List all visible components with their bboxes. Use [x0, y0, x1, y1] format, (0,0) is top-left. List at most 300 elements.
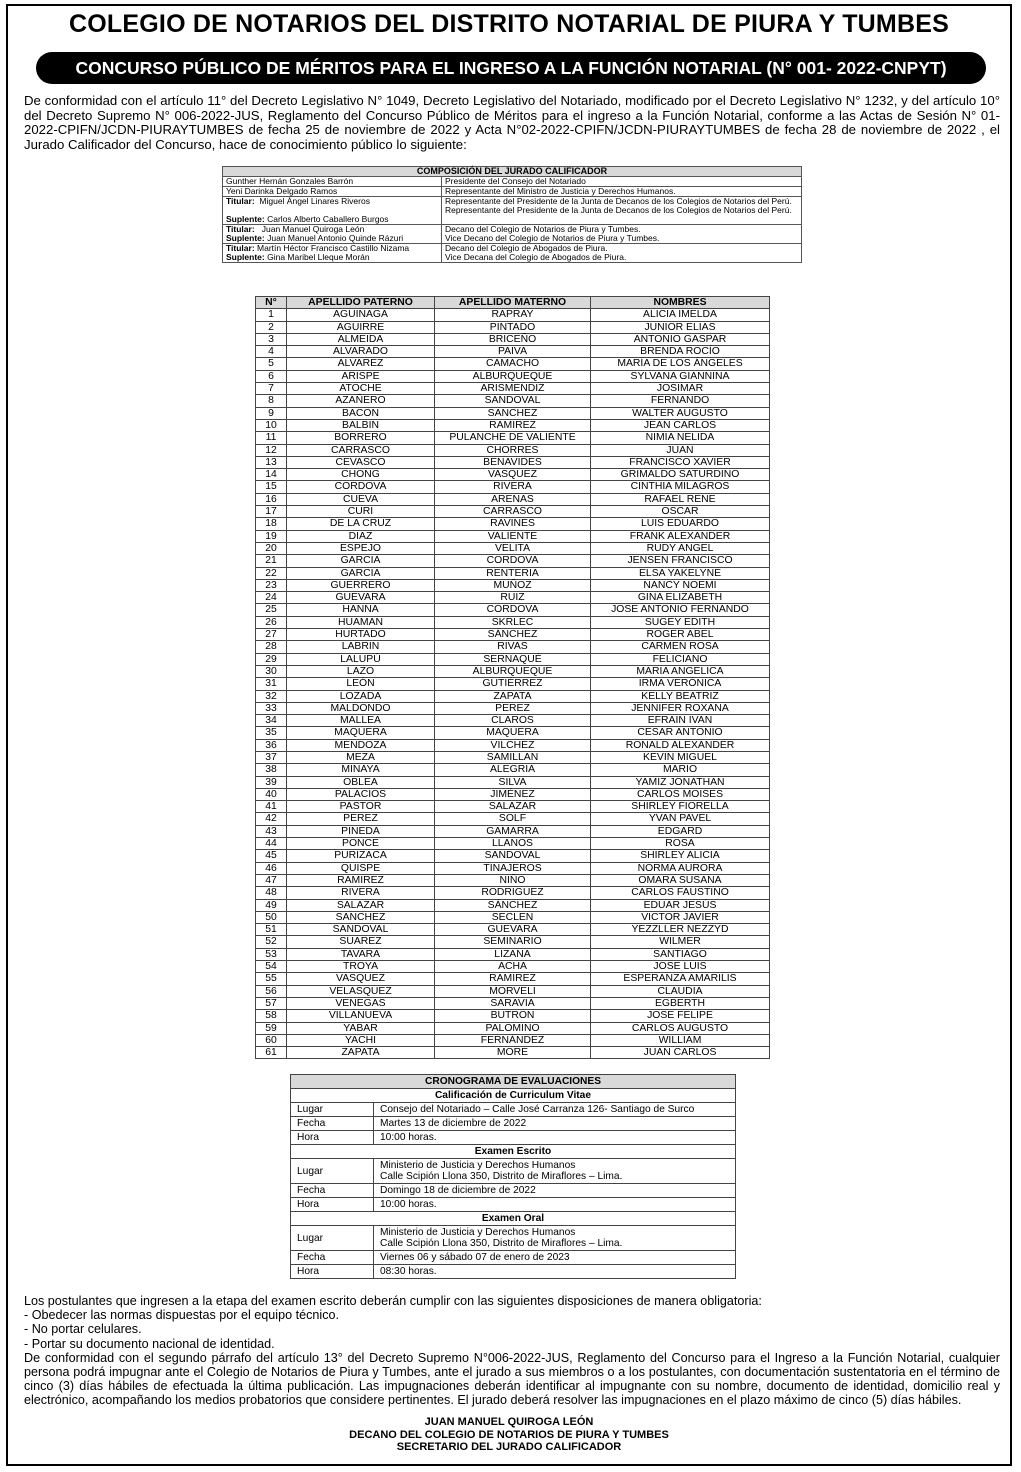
cell-given-names: JENNIFER ROXANA	[591, 702, 770, 714]
table-row	[256, 358, 770, 370]
titular-label: Titular:	[226, 243, 255, 253]
schedule-key: Hora	[291, 1131, 374, 1145]
table-row	[256, 948, 770, 960]
cell-given-names: MARIA ANGELICA	[591, 665, 770, 677]
table-row	[256, 850, 770, 862]
cell-given-names: SUGEY EDITH	[591, 616, 770, 628]
cell-number: 8	[256, 395, 287, 407]
cell-number: 23	[256, 579, 287, 591]
cell-given-names: WILMER	[591, 936, 770, 948]
cell-maternal-surname: SANDOVAL	[435, 850, 591, 862]
cell-given-names: JOSE ANTONIO FERNANDO	[591, 604, 770, 616]
cell-number: 59	[256, 1022, 287, 1034]
cell-maternal-surname: CAMACHO	[435, 358, 591, 370]
table-row	[256, 1034, 770, 1046]
cell-maternal-surname: VELITA	[435, 542, 591, 554]
cell-maternal-surname: ALEGRIA	[435, 764, 591, 776]
table-row	[256, 715, 770, 727]
table-row	[256, 813, 770, 825]
cell-number: 13	[256, 456, 287, 468]
schedule-value: Calle Scipión Llona 350, Distrito de Miraflores – Lima.	[380, 1238, 623, 1249]
table-row	[256, 997, 770, 1009]
schedule-section-title: Calificación de Curriculum Vitae	[291, 1089, 736, 1103]
schedule-section-title: Examen Oral	[291, 1212, 736, 1226]
cell-given-names: NIMIA NELIDA	[591, 432, 770, 444]
cell-given-names: NANCY NOEMI	[591, 579, 770, 591]
cell-number: 28	[256, 641, 287, 653]
cell-paternal-surname: ESPEJO	[287, 542, 435, 554]
cell-maternal-surname: BENAVIDES	[435, 456, 591, 468]
cell-given-names: KEVIN MIGUEL	[591, 751, 770, 763]
cell-given-names: CARLOS AUGUSTO	[591, 1022, 770, 1034]
cell-number: 22	[256, 567, 287, 579]
contest-banner: CONCURSO PÚBLICO DE MÉRITOS PARA EL INGRESO A LA FUNCIÓN NOTARIAL (N° 001- 2022-CNPYT)	[36, 52, 986, 84]
signer-title: SECRETARIO DEL JURADO CALIFICADOR	[396, 1441, 622, 1453]
table-row	[256, 1047, 770, 1059]
table-row	[256, 801, 770, 813]
cell-paternal-surname: VENEGAS	[287, 997, 435, 1009]
schedule-row	[291, 1226, 736, 1251]
cell-number: 37	[256, 751, 287, 763]
cell-paternal-surname: LAZO	[287, 665, 435, 677]
cell-given-names: FRANK ALEXANDER	[591, 530, 770, 542]
cell-maternal-surname: RIVERA	[435, 481, 591, 493]
schedule-key: Hora	[291, 1265, 374, 1279]
cell-maternal-surname: SANDOVAL	[435, 395, 591, 407]
schedule-value: 10:00 horas.	[380, 1132, 437, 1143]
cell-paternal-surname: YACHI	[287, 1034, 435, 1046]
cell-number: 14	[256, 469, 287, 481]
cell-number: 7	[256, 383, 287, 395]
table-row	[256, 874, 770, 886]
cell-paternal-surname: HURTADO	[287, 629, 435, 641]
cell-number: 30	[256, 665, 287, 677]
table-row	[256, 506, 770, 518]
cell-paternal-surname: GARCIA	[287, 567, 435, 579]
table-row	[256, 395, 770, 407]
table-row	[256, 530, 770, 542]
cell-number: 27	[256, 629, 287, 641]
schedule-section-title: Examen Escrito	[291, 1145, 736, 1159]
titular-name: Juan Manuel Quiroga León	[261, 224, 365, 234]
cell-number: 50	[256, 911, 287, 923]
cell-number: 24	[256, 592, 287, 604]
impugnation-paragraph: De conformidad con el segundo párrafo del artículo 13° del Decreto Supremo N°006-2022-JUS, Reglamento del Concurso para el Ingreso a la Función Notarial, cualquier persona podrá impugnar ante el Colegio de Notarios de Piura y Tumbes, ante el jurado a sus miembros o a los postulantes, con documentación sustentatoria en el término de cinco (3) días hábiles de efectuada la última publicación. Las impugnaciones deberán identificar al impugnante con su nombre, documento de identidad, domicilio real y electrónico, acompañando los medios probatorios que considere pertinentes. El jurado deberá resolver las impugnaciones en el plazo máximo de cinco (5) días hábiles.	[24, 1350, 1000, 1408]
cell-maternal-surname: ARENAS	[435, 493, 591, 505]
cell-paternal-surname: PALACIOS	[287, 788, 435, 800]
cell-maternal-surname: GAMARRA	[435, 825, 591, 837]
cell-maternal-surname: CARRASCO	[435, 506, 591, 518]
cell-maternal-surname: RAVINES	[435, 518, 591, 530]
titular-role: Representante del Presidente de la Junta de Decanos de los Colegios de Notarios del Perú.	[445, 196, 792, 206]
schedule-key: Lugar	[291, 1226, 374, 1251]
cell-maternal-surname: LIZANA	[435, 948, 591, 960]
schedule-row	[291, 1198, 736, 1212]
cell-paternal-surname: RIVERA	[287, 887, 435, 899]
cell-paternal-surname: MEZA	[287, 751, 435, 763]
cell-given-names: JUAN	[591, 444, 770, 456]
table-row	[256, 493, 770, 505]
cell-maternal-surname: RAMIREZ	[435, 419, 591, 431]
schedule-row	[291, 1251, 736, 1265]
table-row	[256, 776, 770, 788]
cell-number: 21	[256, 555, 287, 567]
cell-given-names: FERNANDO	[591, 395, 770, 407]
cell-given-names: EGBERTH	[591, 997, 770, 1009]
schedule-row	[291, 1265, 736, 1279]
cell-paternal-surname: SANCHEZ	[287, 911, 435, 923]
cell-number: 2	[256, 321, 287, 333]
cell-paternal-surname: CURI	[287, 506, 435, 518]
cell-given-names: KELLY BEATRIZ	[591, 690, 770, 702]
table-row	[256, 973, 770, 985]
cell-given-names: NORMA AURORA	[591, 862, 770, 874]
cell-paternal-surname: AGUINAGA	[287, 309, 435, 321]
cell-maternal-surname: SILVA	[435, 776, 591, 788]
cell-paternal-surname: PASTOR	[287, 801, 435, 813]
cell-maternal-surname: RAPRAY	[435, 309, 591, 321]
cell-given-names: JUNIOR ELIAS	[591, 321, 770, 333]
table-row	[256, 370, 770, 382]
cell-given-names: GRIMALDO SATURDINO	[591, 469, 770, 481]
cell-maternal-surname: BRICEÑO	[435, 333, 591, 345]
table-row	[256, 838, 770, 850]
cell-maternal-surname: CLAROS	[435, 715, 591, 727]
cell-paternal-surname: TROYA	[287, 961, 435, 973]
jury-row	[223, 187, 802, 197]
cell-paternal-surname: MALLEA	[287, 715, 435, 727]
cell-paternal-surname: LEÓN	[287, 678, 435, 690]
schedule-value: Ministerio de Justicia y Derechos Humanos	[380, 1227, 576, 1238]
cell-maternal-surname: ALBURQUEQUE	[435, 665, 591, 677]
schedule-value: Viernes 06 y sábado 07 de enero de 2023	[380, 1252, 570, 1263]
cell-paternal-surname: SANDOVAL	[287, 924, 435, 936]
schedule-value: Consejo del Notariado – Calle José Carranza 126- Santiago de Surco	[380, 1104, 695, 1115]
jury-member-name: Yeni Darinka Delgado Ramos	[223, 187, 442, 197]
cell-number: 54	[256, 961, 287, 973]
cell-paternal-surname: PURIZACA	[287, 850, 435, 862]
cell-given-names: WALTER AUGUSTO	[591, 407, 770, 419]
cell-paternal-surname: ALVARADO	[287, 346, 435, 358]
table-row	[256, 924, 770, 936]
suplente-role: Vice Decana del Colegio de Abogados de Piura.	[445, 252, 627, 262]
cell-number: 1	[256, 309, 287, 321]
closing-line: - No portar celulares.	[24, 1322, 142, 1337]
cell-maternal-surname: SKRLEC	[435, 616, 591, 628]
cell-number: 31	[256, 678, 287, 690]
cell-given-names: OMARA SUSANA	[591, 874, 770, 886]
schedule-title: CRONOGRAMA DE EVALUACIONES	[291, 1075, 736, 1089]
cell-given-names: ROSA	[591, 838, 770, 850]
cell-maternal-surname: PEREZ	[435, 702, 591, 714]
cell-number: 12	[256, 444, 287, 456]
cell-number: 61	[256, 1047, 287, 1059]
cell-number: 34	[256, 715, 287, 727]
closing-line: - Portar su documento nacional de identidad.	[24, 1336, 275, 1351]
cell-paternal-surname: MENDOZA	[287, 739, 435, 751]
jury-row	[223, 197, 802, 225]
col-header-maternal: APELLIDO MATERNO	[435, 297, 591, 309]
col-header-number: N°	[256, 297, 287, 309]
table-row	[256, 456, 770, 468]
cell-maternal-surname: SÁNCHEZ	[435, 629, 591, 641]
suplente-name: Juan Manuel Antonio Quinde Rázuri	[267, 233, 404, 243]
cell-maternal-surname: RIVAS	[435, 641, 591, 653]
cell-maternal-surname: NIÑO	[435, 874, 591, 886]
cell-maternal-surname: RAMIREZ	[435, 973, 591, 985]
cell-number: 42	[256, 813, 287, 825]
cell-paternal-surname: CORDOVA	[287, 481, 435, 493]
cell-number: 32	[256, 690, 287, 702]
cell-given-names: EFRAIN IVAN	[591, 715, 770, 727]
schedule-key: Hora	[291, 1198, 374, 1212]
jury-row	[223, 225, 802, 244]
jury-table	[222, 166, 802, 263]
cell-given-names: JOSE FELIPE	[591, 1010, 770, 1022]
cell-maternal-surname: ACHA	[435, 961, 591, 973]
cell-number: 52	[256, 936, 287, 948]
cell-paternal-surname: HANNA	[287, 604, 435, 616]
titular-name: Martín Héctor Francisco Castillo Nizama	[257, 243, 410, 253]
cell-paternal-surname: ALMEIDA	[287, 333, 435, 345]
table-row	[256, 444, 770, 456]
schedule-value: Calle Scipión Llona 350, Distrito de Miraflores – Lima.	[380, 1171, 623, 1182]
cell-maternal-surname: ZAPATA	[435, 690, 591, 702]
cell-given-names: JUAN CARLOS	[591, 1047, 770, 1059]
jury-table-title: COMPOSICIÓN DEL JURADO CALIFICADOR	[223, 167, 802, 177]
cell-maternal-surname: PALOMINO	[435, 1022, 591, 1034]
cell-number: 40	[256, 788, 287, 800]
table-row	[256, 887, 770, 899]
schedule-row	[291, 1184, 736, 1198]
table-row	[256, 678, 770, 690]
table-row	[256, 592, 770, 604]
cell-paternal-surname: PINEDA	[287, 825, 435, 837]
cell-number: 35	[256, 727, 287, 739]
schedule-row	[291, 1159, 736, 1184]
cell-number: 18	[256, 518, 287, 530]
cell-number: 20	[256, 542, 287, 554]
table-row	[256, 727, 770, 739]
cell-number: 60	[256, 1034, 287, 1046]
cell-given-names: BRENDA ROCÍO	[591, 346, 770, 358]
cell-given-names: ALICIA IMELDA	[591, 309, 770, 321]
cell-maternal-surname: CHORRES	[435, 444, 591, 456]
cell-given-names: CLAUDIA	[591, 985, 770, 997]
cell-number: 10	[256, 419, 287, 431]
cell-number: 43	[256, 825, 287, 837]
schedule-row	[291, 1103, 736, 1117]
cell-number: 9	[256, 407, 287, 419]
document-page	[6, 4, 1012, 1466]
suplente-label: Suplente:	[226, 214, 265, 224]
table-row	[256, 407, 770, 419]
cell-paternal-surname: ALVAREZ	[287, 358, 435, 370]
table-row	[256, 764, 770, 776]
schedule-value: Martes 13 de diciembre de 2022	[380, 1118, 527, 1129]
cell-given-names: IRMA VERÓNICA	[591, 678, 770, 690]
cell-number: 26	[256, 616, 287, 628]
cell-paternal-surname: DIAZ	[287, 530, 435, 542]
table-row	[256, 567, 770, 579]
cell-maternal-surname: VASQUEZ	[435, 469, 591, 481]
table-row	[256, 333, 770, 345]
cell-paternal-surname: AGUIRRE	[287, 321, 435, 333]
cell-number: 53	[256, 948, 287, 960]
cell-number: 49	[256, 899, 287, 911]
cell-maternal-surname: SECLEN	[435, 911, 591, 923]
cell-number: 48	[256, 887, 287, 899]
suplente-role: Vice Decano del Colegio de Notarios de Piura y Tumbes.	[445, 233, 660, 243]
table-row	[256, 751, 770, 763]
table-row	[256, 419, 770, 431]
cell-given-names: JOSE LUIS	[591, 961, 770, 973]
cell-given-names: YAMIZ JONATHAN	[591, 776, 770, 788]
cell-number: 5	[256, 358, 287, 370]
schedule-value: Ministerio de Justicia y Derechos Humanos	[380, 1160, 576, 1171]
cell-given-names: RUDY ANGEL	[591, 542, 770, 554]
cell-given-names: CESAR ANTONIO	[591, 727, 770, 739]
cell-paternal-surname: GARCIA	[287, 555, 435, 567]
cell-number: 6	[256, 370, 287, 382]
cell-paternal-surname: RAMIREZ	[287, 874, 435, 886]
cell-paternal-surname: SALAZAR	[287, 899, 435, 911]
table-row	[256, 481, 770, 493]
cell-paternal-surname: PONCE	[287, 838, 435, 850]
cell-maternal-surname: TINAJEROS	[435, 862, 591, 874]
schedule-key: Lugar	[291, 1159, 374, 1184]
cell-given-names: MARÍA DE LOS ÁNGELES	[591, 358, 770, 370]
cell-maternal-surname: GUTIÉRREZ	[435, 678, 591, 690]
cell-paternal-surname: TAVARA	[287, 948, 435, 960]
cell-given-names: CARMEN ROSA	[591, 641, 770, 653]
cell-maternal-surname: LLANOS	[435, 838, 591, 850]
cell-number: 11	[256, 432, 287, 444]
cell-maternal-surname: SAMILLAN	[435, 751, 591, 763]
cell-maternal-surname: SÁNCHEZ	[435, 899, 591, 911]
table-row	[256, 653, 770, 665]
cell-maternal-surname: PAIVA	[435, 346, 591, 358]
schedule-value: Domingo 18 de diciembre de 2022	[380, 1185, 536, 1196]
table-row	[256, 911, 770, 923]
cell-paternal-surname: VASQUEZ	[287, 973, 435, 985]
table-row	[256, 825, 770, 837]
cell-paternal-surname: AZAÑERO	[287, 395, 435, 407]
cell-paternal-surname: YABAR	[287, 1022, 435, 1034]
col-header-names: NOMBRES	[591, 297, 770, 309]
cell-maternal-surname: PULANCHE DE VALIENTE	[435, 432, 591, 444]
cell-paternal-surname: CUEVA	[287, 493, 435, 505]
table-row	[256, 936, 770, 948]
table-row	[256, 309, 770, 321]
cell-number: 29	[256, 653, 287, 665]
titular-name: Miguel Ángel Linares Riveros	[259, 196, 370, 206]
cell-given-names: ELSA YAKELYNE	[591, 567, 770, 579]
schedule-row	[291, 1131, 736, 1145]
schedule-row	[291, 1117, 736, 1131]
suplente-role: Representante del Presidente de la Junta de Decanos de los Colegios de Notarios del Perú.	[445, 205, 792, 215]
cell-given-names: SYLVANA GIANNINA	[591, 370, 770, 382]
cell-maternal-surname: SARAVIA	[435, 997, 591, 1009]
jury-member-name: Gunther Hernán Gonzales Barrón	[223, 177, 442, 187]
table-row	[256, 579, 770, 591]
cell-maternal-surname: ALBURQUEQUE	[435, 370, 591, 382]
table-row	[256, 616, 770, 628]
cell-maternal-surname: FERNÁNDEZ	[435, 1034, 591, 1046]
cell-number: 39	[256, 776, 287, 788]
schedule-key: Fecha	[291, 1117, 374, 1131]
table-row	[256, 739, 770, 751]
cell-paternal-surname: CARRASCO	[287, 444, 435, 456]
cell-number: 36	[256, 739, 287, 751]
cell-given-names: WILLIAM	[591, 1034, 770, 1046]
cell-given-names: GINA ELIZABETH	[591, 592, 770, 604]
cell-given-names: YEZZLLER NEZZYD	[591, 924, 770, 936]
table-row	[256, 690, 770, 702]
candidates-table	[255, 296, 770, 1059]
cell-paternal-surname: LABRIN	[287, 641, 435, 653]
table-row	[256, 985, 770, 997]
col-header-paternal: APELLIDO PATERNO	[287, 297, 435, 309]
cell-given-names: JENSEN FRANCISCO	[591, 555, 770, 567]
cell-given-names: MARIO	[591, 764, 770, 776]
suplente-label: Suplente:	[226, 252, 265, 262]
table-row	[256, 555, 770, 567]
table-row	[256, 899, 770, 911]
cell-paternal-surname: BACON	[287, 407, 435, 419]
table-row	[256, 702, 770, 714]
table-row	[256, 1022, 770, 1034]
cell-given-names: ROGER ABEL	[591, 629, 770, 641]
jury-row	[223, 244, 802, 263]
intro-paragraph: De conformidad con el artículo 11° del Decreto Legislativo N° 1049, Decreto Legislativo del Notariado, modificado por el Decreto Legislativo N° 1232, y del artículo 10° del Decreto Supremo N° 006-2022-JUS, Reglamento del Concurso Público de Méritos para el ingreso a la Función Notarial, conforme a las Actas de Sesión N° 01-2022-CPIFN/JCDN-PIURAYTUMBES de fecha 25 de noviembre de 2022 y Acta N°02-2022-CPIFN/JCDN-PIURAYTUMBES de fecha 28 de noviembre de 2022 , el Jurado Calificador del Concurso, hace de conocimiento público lo siguiente:	[24, 93, 1000, 152]
cell-given-names: EDUAR JESÚS	[591, 899, 770, 911]
cell-given-names: CARLOS MOISES	[591, 788, 770, 800]
cell-paternal-surname: SUAREZ	[287, 936, 435, 948]
cell-maternal-surname: MUÑOZ	[435, 579, 591, 591]
cell-maternal-surname: SERNAQUÉ	[435, 653, 591, 665]
jury-row	[223, 177, 802, 187]
cell-number: 57	[256, 997, 287, 1009]
cell-paternal-surname: BORRERO	[287, 432, 435, 444]
cell-paternal-surname: GUERRERO	[287, 579, 435, 591]
table-row	[256, 346, 770, 358]
schedule-key: Fecha	[291, 1251, 374, 1265]
cell-paternal-surname: LALUPÚ	[287, 653, 435, 665]
candidates-body	[256, 309, 770, 1059]
closing-line: Los postulantes que ingresen a la etapa del examen escrito deberán cumplir con las siguientes disposiciones de manera obligatoria:	[24, 1294, 762, 1308]
signer-title: DECANO DEL COLEGIO DE NOTARIOS DE PIURA Y TUMBES	[349, 1428, 669, 1441]
cell-number: 51	[256, 924, 287, 936]
table-row	[256, 604, 770, 616]
titular-label: Titular:	[226, 224, 255, 234]
table-row	[256, 961, 770, 973]
cell-given-names: FELICIANO	[591, 653, 770, 665]
schedule-value: 08:30 horas.	[380, 1266, 437, 1277]
cell-maternal-surname: ARISMENDIZ	[435, 383, 591, 395]
cell-paternal-surname: BALBIN	[287, 419, 435, 431]
cell-given-names: ESPERANZA AMARILIS	[591, 973, 770, 985]
table-row	[256, 542, 770, 554]
closing-section	[24, 1294, 1000, 1408]
cell-given-names: YVAN PAVEL	[591, 813, 770, 825]
cell-given-names: JOSIMAR	[591, 383, 770, 395]
cell-number: 19	[256, 530, 287, 542]
cell-number: 15	[256, 481, 287, 493]
cell-given-names: SHIRLEY ALICIA	[591, 850, 770, 862]
table-row	[256, 862, 770, 874]
cell-number: 4	[256, 346, 287, 358]
